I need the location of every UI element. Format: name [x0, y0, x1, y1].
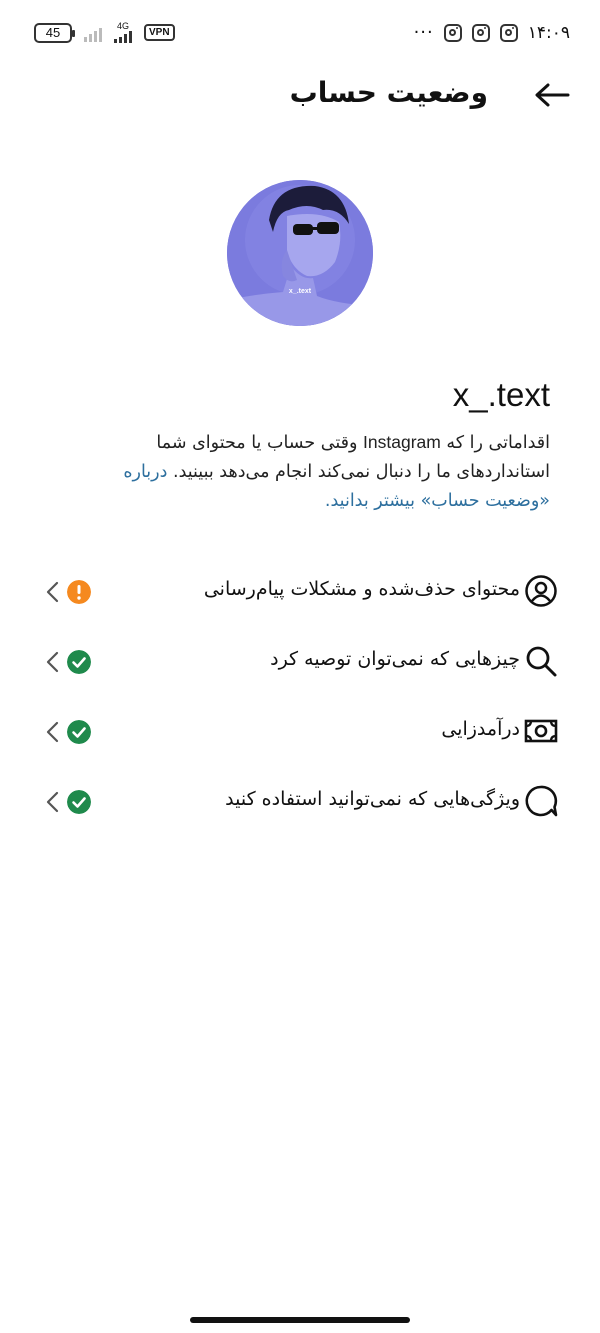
instagram-brand-text: Instagram	[363, 432, 441, 452]
username: x_.text	[452, 376, 550, 413]
check-status-icon	[67, 720, 91, 744]
check-status-icon	[67, 790, 91, 814]
row-features-unavailable[interactable]	[0, 766, 600, 836]
status-right	[414, 22, 570, 43]
avatar-overlay-text: x_.text	[288, 288, 312, 295]
row-removed-content[interactable]	[0, 556, 600, 626]
back-button[interactable]	[532, 78, 572, 112]
chevron-left-icon	[44, 720, 60, 744]
avatar	[227, 180, 373, 326]
home-indicator[interactable]	[190, 1317, 410, 1323]
learn-more-link[interactable]: درباره «وضعیت حساب» بیشتر بدانید.	[123, 462, 550, 511]
instagram-notification-icon	[472, 24, 490, 42]
battery-indicator	[34, 23, 72, 43]
signal-icon	[84, 24, 102, 42]
person-circle-icon	[524, 574, 558, 608]
row-label: چیزهایی که نمی‌توان توصیه کرد	[270, 648, 520, 670]
chevron-left-icon	[44, 790, 60, 814]
search-icon	[524, 644, 558, 678]
header	[0, 66, 600, 126]
row-label: محتوای حذف‌شده و مشکلات پیام‌رسانی	[203, 578, 520, 600]
clock: ۱۴:۰۹	[527, 22, 570, 43]
avatar-caption	[227, 288, 373, 295]
mobile-data	[114, 22, 132, 43]
page-title: وضعیت حساب	[289, 76, 488, 109]
vpn-badge: VPN	[144, 24, 175, 41]
chat-bubble-icon	[524, 784, 558, 818]
signal-strong-icon	[114, 31, 132, 43]
arrow-back-icon	[534, 83, 570, 107]
row-cannot-recommend[interactable]	[0, 626, 600, 696]
chevron-left-icon	[44, 650, 60, 674]
instagram-notification-icon	[500, 24, 518, 42]
more-notifications-icon: ···	[413, 22, 434, 43]
description-text-1: اقداماتی را که	[440, 433, 550, 453]
warning-status-icon	[67, 580, 91, 604]
status-list	[0, 556, 600, 836]
row-monetization[interactable]	[0, 696, 600, 766]
row-label: درآمدزایی	[441, 718, 520, 740]
status-bar	[0, 0, 600, 66]
instagram-notification-icon	[444, 24, 462, 42]
description-text-2: وقتی حساب یا محتوای شما استانداردهای ما را دنبال نمی‌کند انجام می‌دهد ببینید.	[156, 433, 550, 482]
check-status-icon	[67, 650, 91, 674]
money-icon	[524, 714, 558, 748]
status-left	[34, 22, 175, 43]
avatar-image	[227, 180, 373, 326]
row-label: ویژگی‌هایی که نمی‌توانید استفاده کنید	[225, 788, 520, 810]
battery-level: 45	[45, 25, 61, 40]
chevron-left-icon	[44, 580, 60, 604]
network-type: 4G	[116, 21, 129, 31]
account-status-description	[100, 428, 550, 516]
